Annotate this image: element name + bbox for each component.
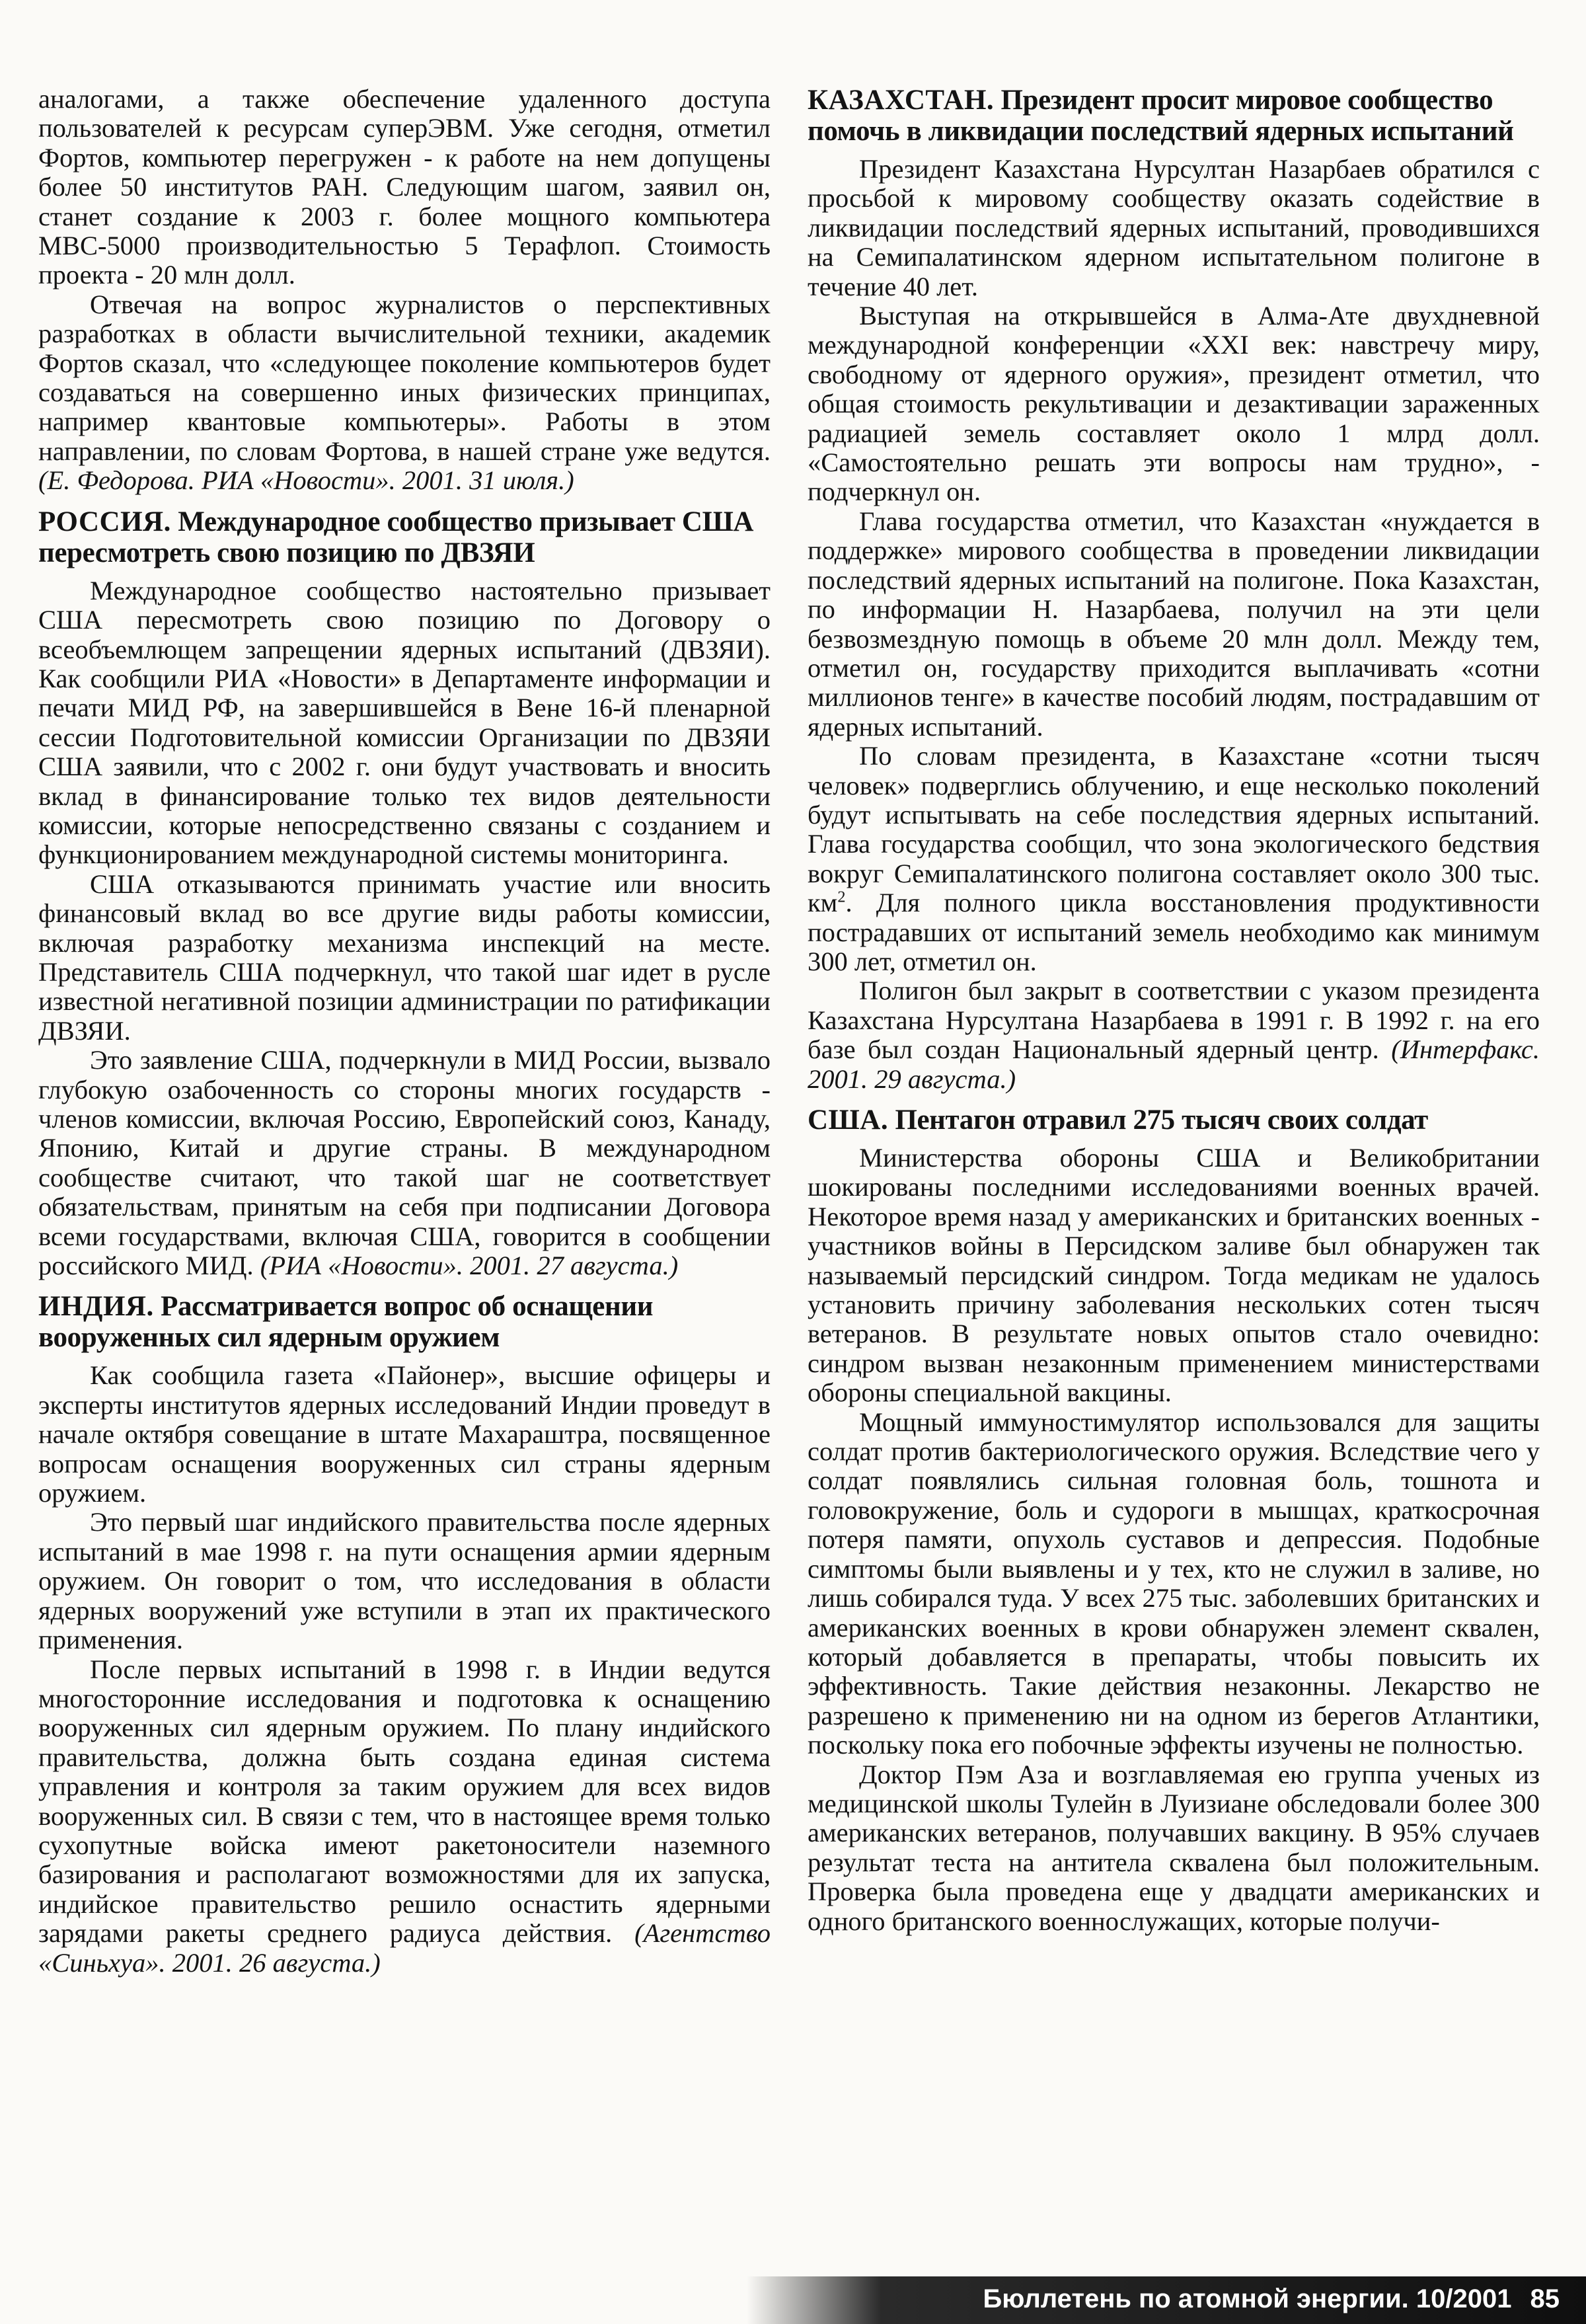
- headline-title: Президент просит мировое сообщество помочь в ликвидации последствий ядерных испытаний: [808, 85, 1514, 147]
- article-paragraph: [38, 290, 771, 496]
- left-column: [38, 85, 771, 1978]
- paragraph-text: По словам президента, в Казахстане «сотни тысяч человек» подверглись облучению, и еще несколько поколений будут испытывать на себе последствия ядерных испытаний. Глава государства сообщил, что зона экологического бедствия вокруг Семипалатинского полигона составляет около 300 тыс. км: [808, 741, 1540, 918]
- article-paragraph: Министерства обороны США и Великобритании шокированы последними исследованиями военных врачей. Некоторое время назад у американских и британских военных - участников войны в Персидском заливе был обнаружен так называемый персидский синдром. Тогда медикам не удалось установить причину заболевания нескольких сотен тысяч ветеранов. В результате новых опытов стало очевидно: синдром вызван незаконным применением министерствами обороны специальной вакцины.: [808, 1143, 1540, 1408]
- headline-russia: [38, 506, 771, 568]
- source-citation: (РИА «Новости». 2001. 27 августа.): [260, 1251, 679, 1281]
- article-paragraph: Президент Казахстана Нурсултан Назарбаев обратился с просьбой к мировому сообществу оказать содействие в ликвидации последствий ядерных испытаний, проводившихся на Семипалатинском ядерном испытательном полигоне в течение 40 лет.: [808, 154, 1540, 301]
- headline-title: Рассматривается вопрос об оснащении вооруженных сил ядерным оружием: [38, 1291, 654, 1354]
- article-paragraph: [808, 976, 1540, 1094]
- footer-text: [983, 2284, 1560, 2314]
- article-paragraph: [38, 1655, 771, 1978]
- headline-country: РОССИЯ.: [38, 506, 171, 537]
- article-paragraph: Выступая на открывшейся в Алма-Ате двухдневной международной конференции «XXI век: навстречу миру, свободному от ядерного оружия», президент отметил, что общая стоимость рекультивации и дезактивации зараженных радиацией земель составляет около 1 млрд долл. «Самостоятельно решать эти вопросы нам трудно», - подчеркнул он.: [808, 301, 1540, 507]
- source-citation: (Агентство «Синьхуа». 2001. 26 августа.): [38, 1918, 771, 1978]
- headline-country: США.: [808, 1104, 889, 1136]
- superscript: 2: [837, 888, 846, 906]
- headline-country: ИНДИЯ.: [38, 1291, 154, 1323]
- paragraph-text: После первых испытаний в 1998 г. в Индии ведутся многосторонние исследования и подготовка к оснащению вооруженных сил ядерным оружием. По плану индийского правительства, должна быть создана единая система управления и контроля за таким оружием для всех видов вооруженных сил. В связи с тем, что в настоящее время только сухопутные войска имеют ракетоносители наземного базирования и располагают возможностями для их запуска, индийское правительство решило оснастить ядерными зарядами ракеты среднего радиуса действия.: [38, 1654, 771, 1949]
- source-citation: (Интерфакс. 2001. 29 августа.): [808, 1034, 1540, 1094]
- article-paragraph: Глава государства отметил, что Казахстан «нуждается в поддержке» мирового сообщества в проведении ликвидации последствий ядерных испытаний на полигоне. Пока Казахстан, по информации Н. Назарбаева, получил на эти цели безвозмездную помощь в объеме 20 млн долл. Между тем, отметил он, государству приходится выплачивать «сотни миллионов тенге» в качестве пособий людям, пострадавшим от ядерных испытаний.: [808, 506, 1540, 742]
- article-paragraph: Как сообщила газета «Пайонер», высшие офицеры и эксперты институтов ядерных исследований Индии проведут в начале октября совещание в штате Махараштра, посвященное вопросам оснащения вооруженных сил страны ядерным оружием.: [38, 1360, 771, 1508]
- article-paragraph: Доктор Пэм Аза и возглавляемая ею группа ученых из медицинской школы Тулейн в Луизиане обследовали более 300 американских ветеранов, получавших вакцину. В 95% случаев результат теста на антитела сквалена был положительным. Проверка была проведена еще у двадцати американских и одного британского военнослужащих, которые получи-: [808, 1759, 1540, 1936]
- headline-country: КАЗАХСТАН.: [808, 85, 995, 116]
- article-paragraph: [38, 1046, 771, 1280]
- page-number: 85: [1530, 2284, 1560, 2313]
- article-paragraph: Это первый шаг индийского правительства после ядерных испытаний в мае 1998 г. на пути оснащения армии ядерным оружием. Он говорит о том, что исследования в области ядерных вооружений уже вступили в этап их практического применения.: [38, 1507, 771, 1655]
- headline-india: [38, 1291, 771, 1353]
- headline-kazakhstan: [808, 85, 1540, 147]
- article-paragraph: [808, 742, 1540, 976]
- article-paragraph: Мощный иммуностимулятор использовался для защиты солдат против бактериологического оружия. Вследствие чего у солдат появлялись сильная головная боль, тошнота и головокружение, боль и судороги в мышцах, краткосрочная потеря памяти, опухоль суставов и депрессия. Подобные симптомы были выявлены и у тех, кто не служил в заливе, но лишь собирался туда. У всех 275 тыс. заболевших британских и американских военных в крови обнаружен элемент сквален, который добавляется в препараты, чтобы повысить их эффективность. Такие действия незаконны. Лекарство не разрешено к применению ни на одном из берегов Атлантики, поскольку пока его побочные эффекты изучены не полностью.: [808, 1407, 1540, 1760]
- page-footer: [747, 2276, 1586, 2324]
- paragraph-text: Отвечая на вопрос журналистов о перспективных разработках в области вычислительной техники, академик Фортов сказал, что «следующее поколение компьютеров будет создаваться на совершенно иных физических принципах, например квантовые компьютеры». Работы в этом направлении, по словам Фортова, в нашей стране уже ведутся.: [38, 289, 771, 466]
- paragraph-text: Полигон был закрыт в соответствии с указом президента Казахстана Нурсултана Назарбаева в 1991 г. В 1992 г. на его базе был создан Национальный ядерный центр.: [808, 976, 1540, 1065]
- headline-usa: [808, 1104, 1540, 1136]
- paragraph-text: Это заявление США, подчеркнули в МИД России, вызвало глубокую озабоченность со стороны многих государств - членов комиссии, включая Россию, Европейский союз, Канаду, Японию, Китай и другие страны. В международном сообществе считают, что такой шаг не соответствует обязательствам, принятым на себя при подписании Договора всеми государствами, включая США, говорится в сообщении российского МИД.: [38, 1045, 771, 1281]
- journal-title: Бюллетень по атомной энергии. 10/2001: [983, 2284, 1512, 2313]
- article-paragraph: аналогами, а также обеспечение удаленного доступа пользователей к ресурсам суперЭВМ. Уже сегодня, отметил Фортов, компьютер перегружен - к работе на нем допущены более 50 институтов РАН. Следующим шагом, заявил он, станет создание к 2003 г. более мощного компьютера МВС-5000 производительностью 5 Терафлоп. Стоимость проекта - 20 млн долл.: [38, 84, 771, 290]
- article-paragraph: США отказываются принимать участие или вносить финансовый вклад во все другие виды работы комиссии, включая разработку механизма инспекций на месте. Представитель США подчеркнул, что такой шаг идет в русле известной негативной позиции администрации по ратификации ДВЗЯИ.: [38, 869, 771, 1046]
- paragraph-text: . Для полного цикла восстановления продуктивности пострадавших от испытаний земель необходимо как минимум 300 лет, отметил он.: [808, 888, 1540, 976]
- article-paragraph: Международное сообщество настоятельно призывает США пересмотреть свою позицию по Договору о всеобъемлющем запрещении ядерных испытаний (ДВЗЯИ). Как сообщили РИА «Новости» в Департаменте информации и печати МИД РФ, на завершившейся в Вене 16-й пленарной сессии Подготовительной комиссии Организации по ДВЗЯИ США заявили, что с 2002 г. они будут участвовать и вносить вклад в финансирование только тех видов деятельности комиссии, которые непосредственно связаны с созданием и функционированием международной системы мониторинга.: [38, 575, 771, 870]
- headline-title: Международное сообщество призывает США пересмотреть свою позицию по ДВЗЯИ: [38, 506, 754, 568]
- headline-title: Пентагон отравил 275 тысяч своих солдат: [895, 1104, 1428, 1136]
- right-column: [808, 85, 1540, 1936]
- source-citation: (Е. Федорова. РИА «Новости». 2001. 31 июля.): [38, 465, 574, 496]
